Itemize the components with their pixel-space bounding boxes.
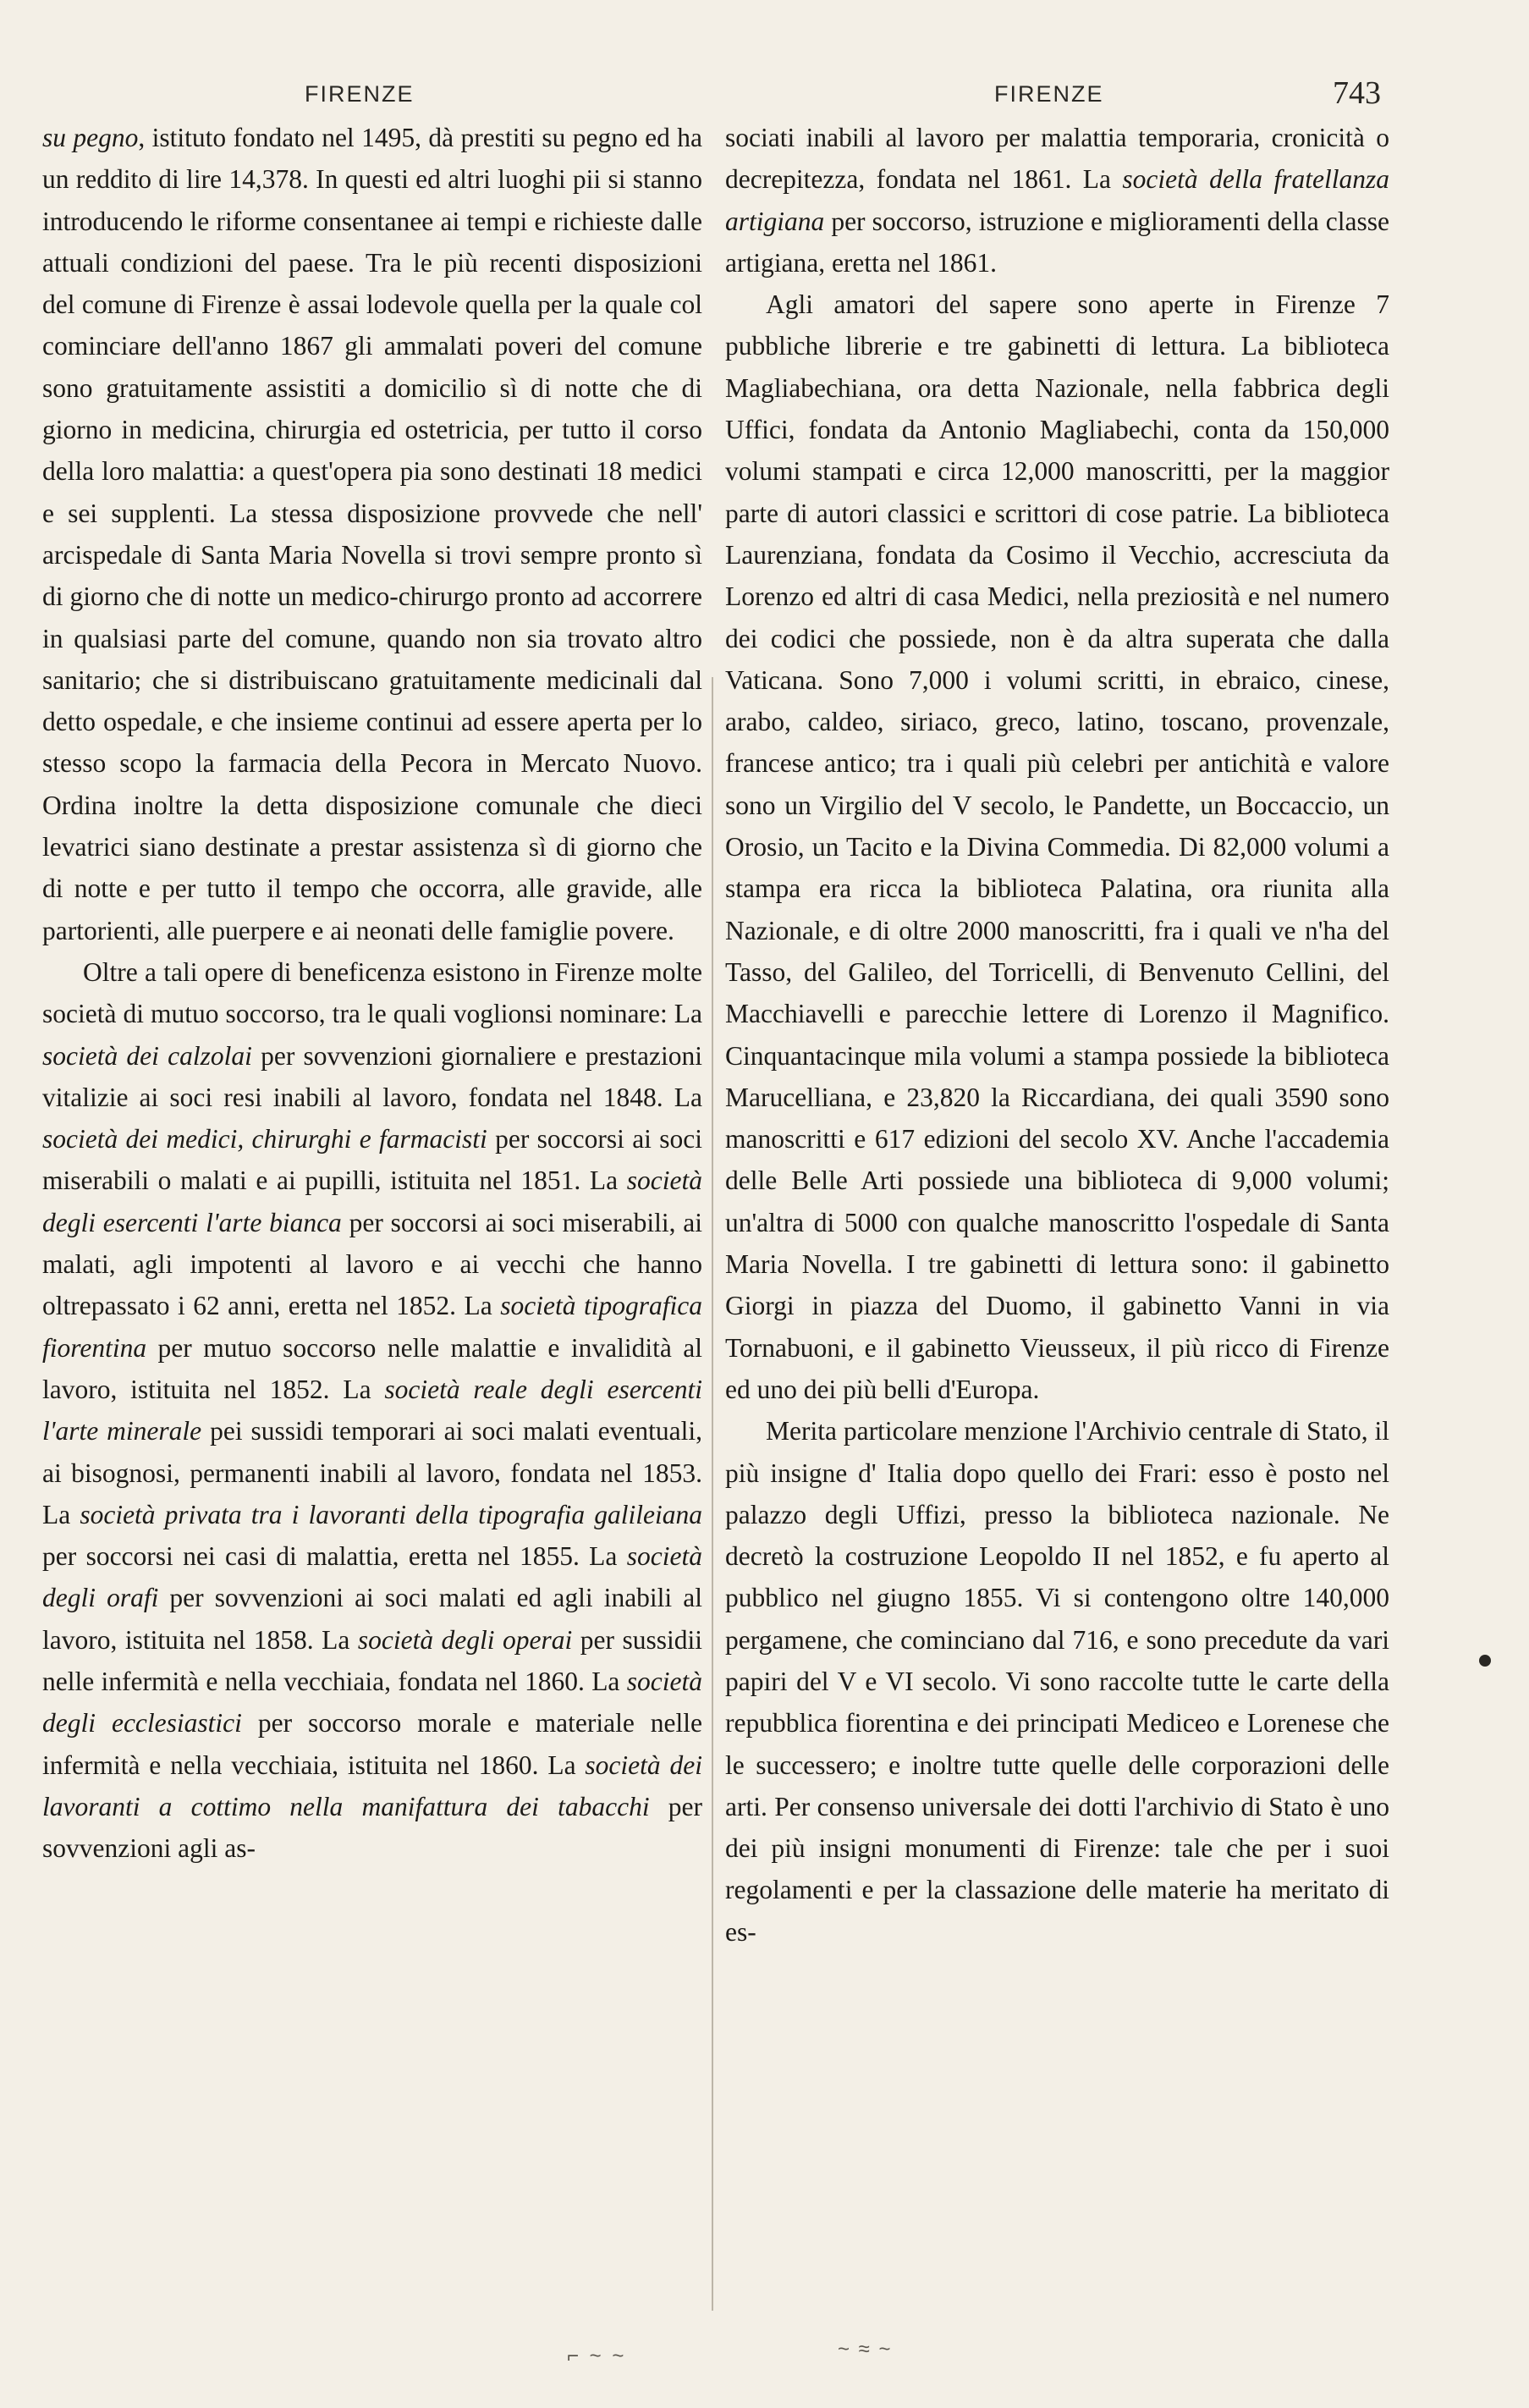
- running-title-right: FIRENZE: [994, 81, 1104, 107]
- paragraph: sociati inabili al lavoro per malattia temporaria, cronicità o decrepitezza, fondata nel 1861. La società della fratellanza artigiana per soccorso, istruzione e miglioramenti della classe artigiana, eretta nel 1861.: [725, 123, 1389, 278]
- column-divider: [712, 677, 713, 2311]
- print-smudge-icon: ~ ≈ ~: [838, 2338, 893, 2361]
- page-number: 743: [1333, 75, 1381, 111]
- print-smudge-icon: ⌐ ~ ~: [567, 2345, 627, 2367]
- paragraph: Oltre a tali opere di beneficenza esistono in Firenze molte società di mutuo soccorso, tra le quali voglionsi nominare: La società dei calzolai per sovvenzioni giornaliere e prestazioni vitalizie ai soci resi inabili al lavoro, fondata nel 1848. La società dei medici, chirurghi e farmacisti per soccorsi ai soci miserabili o malati e ai pupilli, istituita nel 1851. La società degli esercenti l'arte bianca per soccorsi ai soci miserabili, ai malati, agli impotenti al lavoro e ai vecchi che hanno oltrepassato i 62 anni, eretta nel 1852. La società tipografica fiorentina per mutuo soccorso nelle malattie e invalidità al lavoro, istituita nel 1852. La società reale degli esercenti l'arte minerale pei sussidi temporari ai soci malati eventuali, ai bisognosi, permanenti inabili al lavoro, fondata nel 1853. La società privata tra i lavoranti della tipografia galileiana per soccorsi nei casi di malattia, eretta nel 1855. La società degli orafi per sovvenzioni ai soci malati ed agli inabili al lavoro, istituita nel 1858. La società degli operai per sussidii nelle infermità e nella vecchiaia, fondata nel 1860. La società degli ecclesiastici per soccorso morale e materiale nelle infermità e nella vecchiaia, istituita nel 1860. La società dei lavoranti a cottimo nella manifattura dei tabacchi per sovvenzioni agli as-: [42, 956, 702, 1864]
- ink-dot-icon: [1479, 1655, 1491, 1667]
- paragraph: Agli amatori del sapere sono aperte in Firenze 7 pubbliche librerie e tre gabinetti di lettura. La biblioteca Magliabechiana, ora detta Nazionale, nella fabbrica degli Uffici, fondata da Antonio Magliabechi, conta da 150,000 volumi stampati e circa 12,000 manoscritti, per la maggior parte di autori classici e scrittori di cose patrie. La biblioteca Laurenziana, fondata da Cosimo il Vecchio, accresciuta da Lorenzo ed altri di casa Medici, nella preziosità e nel numero dei codici che possiede, non è da altra superata che dalla Vaticana. Sono 7,000 i volumi scritti, in ebraico, cinese, arabo, caldeo, siriaco, greco, latino, toscano, provenzale, francese antico; tra i quali più celebri per antichità e valore sono un Virgilio del V secolo, le Pandette, un Boccaccio, un Orosio, un Tacito e la Divina Commedia. Di 82,000 volumi a stampa era ricca la biblioteca Palatina, ora riunita alla Nazionale, e di oltre 2000 manoscritti, fra i quali ve n'ha del Tasso, del Galileo, del Torricelli, di Benvenuto Cellini, del Macchiavelli e parecchie lettere di Lorenzo il Magnifico. Cinquantacinque mila volumi a stampa possiede la biblioteca Marucelliana, e 23,820 la Riccardiana, dei quali 3590 sono manoscritti e 617 edizioni del secolo XV. Anche l'accademia delle Belle Arti possiede una biblioteca di 9,000 volumi; un'altra di 5000 con qualche manoscritto l'ospedale di Santa Maria Novella. I tre gabinetti di lettura sono: il gabinetto Giorgi in piazza del Duomo, il gabinetto Vanni in via Tornabuoni, e il gabinetto Vieusseux, il più ricco di Firenze ed uno dei più belli d'Europa.: [725, 289, 1389, 1404]
- running-title-left: FIRENZE: [305, 81, 415, 107]
- paragraph: su pegno, istituto fondato nel 1495, dà prestiti su pegno ed ha un reddito di lire 14,378. In questi ed altri luoghi pii si stanno introducendo le riforme consentanee ai tempi e richieste dalle attuali condizioni del paese. Tra le più recenti disposizioni del comune di Firenze è assai lodevole quella per la quale col cominciare dell'anno 1867 gli ammalati poveri del comune sono gratuitamente assistiti a domicilio sì di notte che di giorno in medicina, chirurgia ed ostetricia, per tutto il corso della loro malattia: a quest'opera pia sono destinati 18 medici e sei supplenti. La stessa disposizione provvede che nell' arcispedale di Santa Maria Novella si trovi sempre pronto sì di giorno che di notte un medico-chirurgo pronto ad accorrere in qualsiasi parte del comune, quando non sia trovato altro sanitario; che si distribuiscano gratuitamente medicinali dal detto ospedale, e che insieme continui ad essere aperta per lo stesso scopo la farmacia della Pecora in Mercato Nuovo. Ordina inoltre la detta disposizione comunale che dieci levatrici siano destinate a prestar assistenza sì di giorno che di notte e per tutto il tempo che occorra, alle gravide, alle partorienti, alle puerpere e ai neonati delle famiglie povere.: [42, 123, 702, 945]
- right-text-column: [725, 117, 1389, 2245]
- paragraph: Merita particolare menzione l'Archivio centrale di Stato, il più insigne d' Italia dopo quello dei Frari: esso è posto nel palazzo degli Uffizi, presso la biblioteca nazionale. Ne decretò la costruzione Leopoldo II nel 1852, e fu aperto al pubblico nel giugno 1855. Vi si contengono oltre 140,000 pergamene, che cominciano dal 716, e sono precedute da vari papiri del V e VI secolo. Vi sono raccolte tutte le carte della repubblica fiorentina e dei principati Mediceo e Lorenese che le successero; e inoltre tutte quelle delle corporazioni delle arti. Per consenso universale dei dotti l'archivio di Stato è uno dei più insigni monumenti di Firenze: tale che per i suoi regolamenti e per la classazione delle materie ha meritato di es-: [725, 1416, 1389, 1947]
- left-text-column: [42, 117, 702, 2245]
